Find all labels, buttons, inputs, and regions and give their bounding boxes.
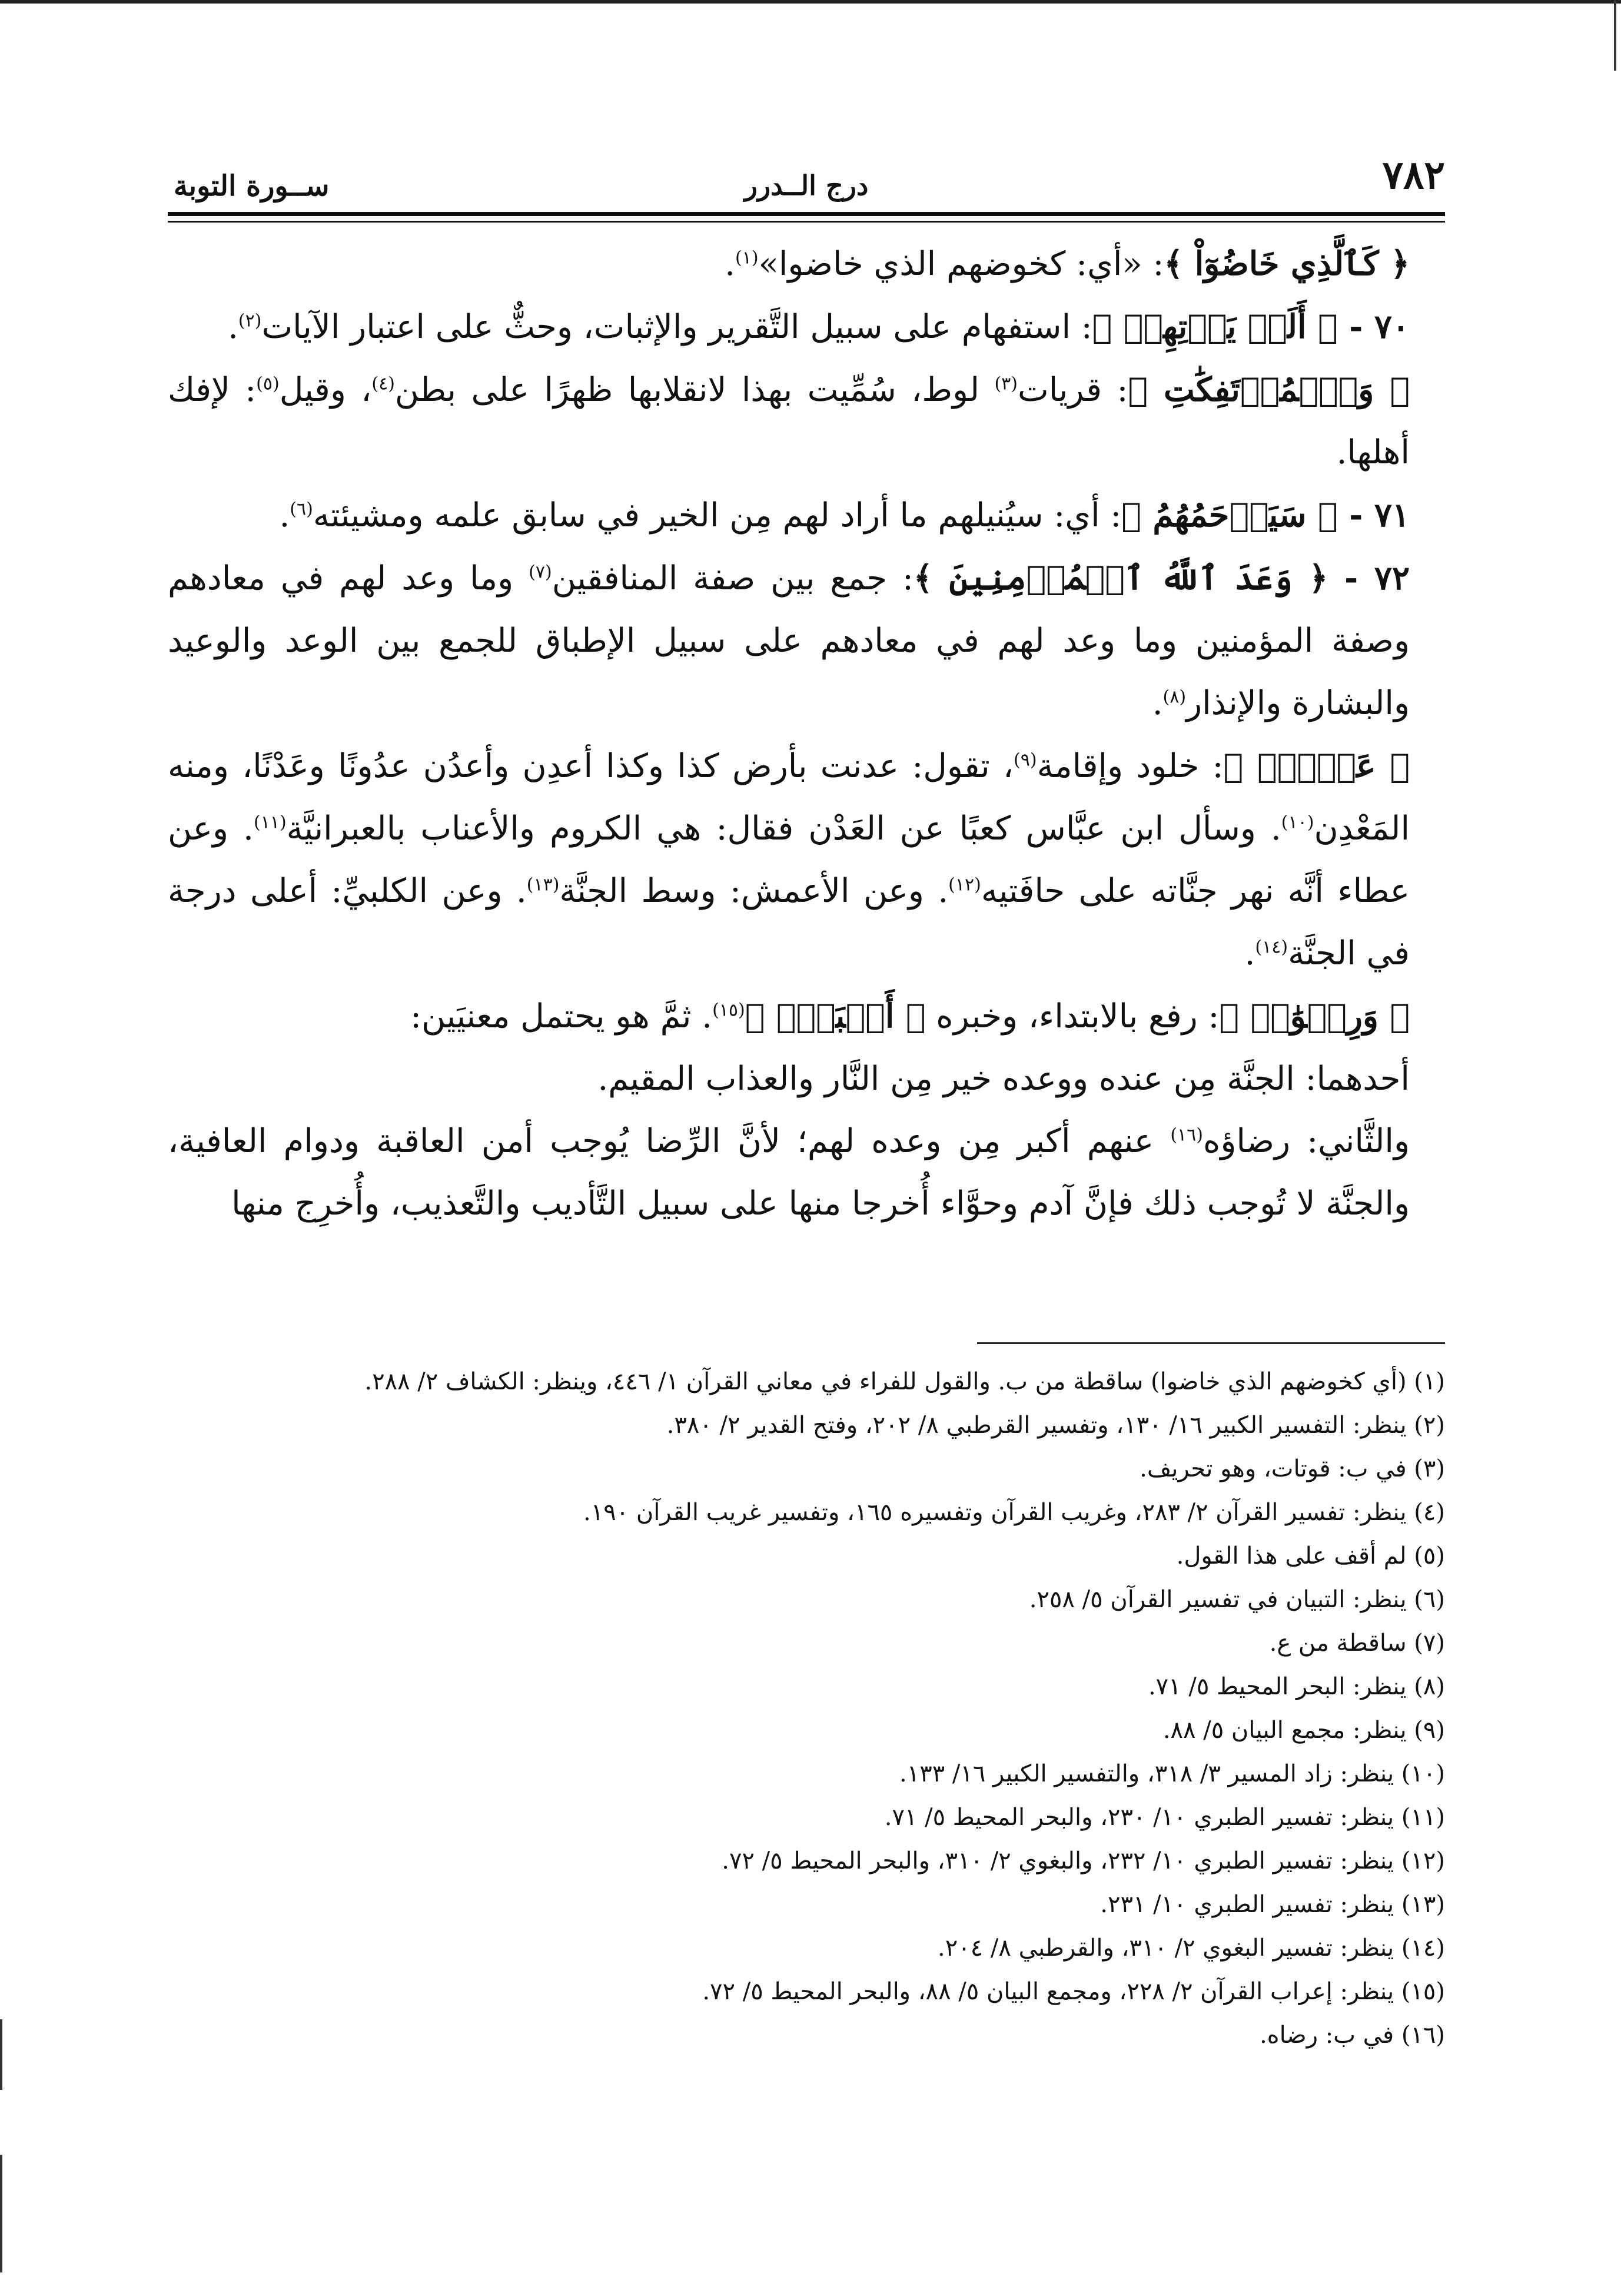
footnote-item: (٤) ينظر: تفسير القرآن ٢/ ٢٨٣، وغريب القرآن وتفسيره ١٦٥، وتفسير غريب القرآن ١٩٠. (583, 1499, 1445, 1526)
paragraph (168, 359, 1445, 484)
paragraph (168, 296, 1445, 359)
paragraph (168, 1110, 1445, 1235)
quran-quote: ﴿ كَٱلَّذِي خَاضُوٓاْ ﴾ (1164, 244, 1410, 283)
book-title: درج الــدرر (744, 170, 869, 201)
quran-quote: ٧٠ - ﴿ أَلَمۡ يَأۡتِهِمۡ ﴾ (1092, 307, 1410, 346)
footnote-ref: (١٢) (948, 874, 981, 895)
commentary-text: . وسأل ابن عبَّاس كعبًا عن العَدْن فقال: هي الكروم والأعناب بالعبرانيَّة (286, 809, 1281, 848)
commentary-text: عنهم أكبر مِن وعده لهم؛ لأنَّ الرِّضا يُوجب أمن العاقبة ودوام العافية، والجنَّة لا تُوجب ذلك فإنَّ آدم وحوَّاء أُخرجا منها على سبيل التَّأديب والتَّعذيب، وأُخرِج منها (168, 1122, 1410, 1223)
footnote-item: (١٦) في ب: رضاه. (1259, 2022, 1445, 2049)
paragraph (168, 1048, 1445, 1110)
footnote-item: (١٤) ينظر: تفسير البغوي ٢/ ٣١٠، والقرطبي ٨/ ٢٠٤. (938, 1935, 1445, 1962)
commentary-text: ، تقول: عدنت بأرض كذا وكذا أعدِن وأعدُن عدُونًا وعَدْنًا، ومنه المَعْدِن (168, 747, 1410, 848)
paragraph (168, 735, 1445, 985)
commentary-text: : خلود وإقامة (1037, 747, 1224, 785)
header-rule-thick (168, 212, 1445, 216)
commentary-text: : أي: سيُنيلهم ما أراد لهم مِن الخير في سابق علمه ومشيئته (313, 496, 1122, 535)
scan-edge-mark-left-lower (0, 2155, 2, 2272)
paragraph (168, 985, 1445, 1048)
footnote-ref: (١) (735, 247, 759, 268)
footnote-item: (١٥) ينظر: إعراب القرآن ٢/ ٢٢٨، ومجمع البيان ٥/ ٨٨، والبحر المحيط ٥/ ٧٢. (702, 1978, 1445, 2005)
footnote-item: (١) (أي كخوضهم الذي خاضوا) ساقطة من ب. والقول للفراء في معاني القرآن ١/ ٤٤٦، وينظر: الكشاف ٢/ ٢٨٨. (364, 1368, 1445, 1395)
punctuation: . (279, 496, 290, 535)
commentary-text: . وعن عطاء أنَّه نهر جنَّاته على حافَتيه (168, 809, 1410, 910)
paragraph (168, 233, 1445, 296)
footnote-item: (٥) لم أقف على هذا القول. (1176, 1542, 1445, 1570)
footnote-ref: (١٦) (1170, 1124, 1203, 1146)
commentary-text: : قريات (1018, 371, 1128, 409)
footnotes (168, 1360, 1445, 2125)
commentary-text: : لإفك أهلها. (168, 371, 1410, 472)
footnote-item: (٦) ينظر: التبيان في تفسير القرآن ٥/ ٢٥٨. (1029, 1586, 1445, 1613)
footnote-item: (٢) ينظر: التفسير الكبير ١٦/ ١٣٠، وتفسير القرطبي ٨/ ٢٠٢، وفتح القدير ٢/ ٣٨٠. (666, 1412, 1445, 1439)
footnote-item: (١٠) ينظر: زاد المسير ٣/ ٣١٨، والتفسير الكبير ١٦/ ١٣٣. (899, 1760, 1445, 1787)
footnote-item: (١٣) ينظر: تفسير الطبري ١٠/ ٢٣١. (1100, 1891, 1445, 1918)
paragraph (168, 484, 1445, 547)
scan-edge-mark-left (0, 2019, 2, 2090)
footnote-item: (٨) ينظر: البحر المحيط ٥/ ٧١. (1148, 1673, 1445, 1700)
punctuation: . (1152, 684, 1163, 722)
commentary-text: . وعن الكلبيِّ: أعلى درجة في الجنَّة (168, 872, 1410, 973)
quran-quote: ٧٢ - ﴿ وَعَدَ ٱللَّهُ ٱلۡمُؤۡمِنِينَ ﴾ (913, 559, 1410, 598)
commentary-text: أحدهما: الجنَّة مِن عنده ووعده خير مِن النَّار والعذاب المقيم. (597, 1060, 1410, 1098)
footnote-ref: (٢) (238, 310, 262, 331)
top-border (0, 0, 1621, 4)
page-number: ٧٨٢ (1382, 152, 1445, 198)
footnote-separator (977, 1342, 1445, 1344)
commentary-text: : رفع بالابتداء، وخبره (925, 997, 1220, 1036)
main-text (168, 233, 1445, 1322)
commentary-text: لوط، سُمِّيت بهذا لانقلابها ظهرًا على بطن (394, 371, 995, 409)
commentary-text: : استفهام على سبيل التَّقرير والإثبات، وحثٌّ على اعتبار الآيات (261, 308, 1092, 346)
surah-name: ســورة التوبة (174, 170, 330, 203)
commentary-text: والثَّاني: رضاؤه (1203, 1122, 1410, 1160)
footnote-ref: (٥) (256, 373, 280, 394)
footnote-ref: (١٣) (526, 874, 560, 895)
commentary-text: : جمع بين صفة المنافقين (552, 559, 914, 598)
commentary-text: . وعن الأعمش: وسط الجنَّة (559, 872, 949, 910)
commentary-text: ، وقيل (279, 371, 372, 409)
footnote-ref: (٩) (1014, 749, 1037, 771)
quran-quote: ٧١ - ﴿ سَيَرۡحَمُهُمُ ﴾ (1121, 496, 1410, 535)
punctuation: . (1244, 934, 1255, 973)
footnote-ref: (٣) (994, 373, 1018, 394)
punctuation: . (725, 245, 736, 283)
footnote-ref: (١٥) (712, 1000, 745, 1021)
scan-edge-mark (1614, 0, 1616, 71)
footnote-item: (٩) ينظر: مجمع البيان ٥/ ٨٨. (1162, 1717, 1445, 1744)
quran-quote: ﴿ عَدۡنٍۚ ﴾ (1223, 746, 1410, 785)
footnote-ref: (٦) (290, 499, 313, 520)
quran-quote: ﴿ أَكۡبَرُۚ ﴾ (745, 997, 926, 1036)
footnote-ref: (١٤) (1255, 937, 1288, 958)
footnote-item: (١٢) ينظر: تفسير الطبري ١٠/ ٢٣٢، والبغوي ٢/ ٣١٠، والبحر المحيط ٥/ ٧٢. (722, 1847, 1445, 1874)
punctuation: . (228, 308, 238, 346)
footnote-ref: (٧) (529, 562, 552, 583)
quran-quote: ﴿ وَرِضۡوَٰنٞ ﴾ (1219, 997, 1410, 1036)
page-header (168, 147, 1445, 206)
footnote-ref: (١٠) (1281, 812, 1314, 833)
footnote-ref: (٨) (1162, 686, 1187, 708)
footnote-item: (٧) ساقطة من ع. (1269, 1630, 1445, 1657)
quran-quote: ﴿ وَٱلۡمُؤۡتَفِكَٰتِ ﴾ (1128, 370, 1410, 409)
paragraph (168, 547, 1445, 735)
commentary-text: وما وعد لهم في معادهم وصفة المؤمنين وما وعد لهم في معادهم على سبيل الإطباق للجمع بين الوعد والوعيد والبشارة والإنذار (168, 559, 1410, 722)
footnote-ref: (٤) (371, 373, 395, 394)
footnote-item: (١١) ينظر: تفسير الطبري ١٠/ ٢٣٠، والبحر المحيط ٥/ ٧١. (884, 1804, 1445, 1831)
header-rule-thin (168, 221, 1445, 223)
footnote-item: (٣) في ب: قوتات، وهو تحريف. (1140, 1455, 1445, 1482)
commentary-text: : «أي: كخوضهم الذي خاضوا» (758, 245, 1164, 283)
commentary-text: . ثمَّ هو يحتمل معنيَين: (410, 997, 713, 1036)
footnote-ref: (١١) (253, 812, 287, 833)
